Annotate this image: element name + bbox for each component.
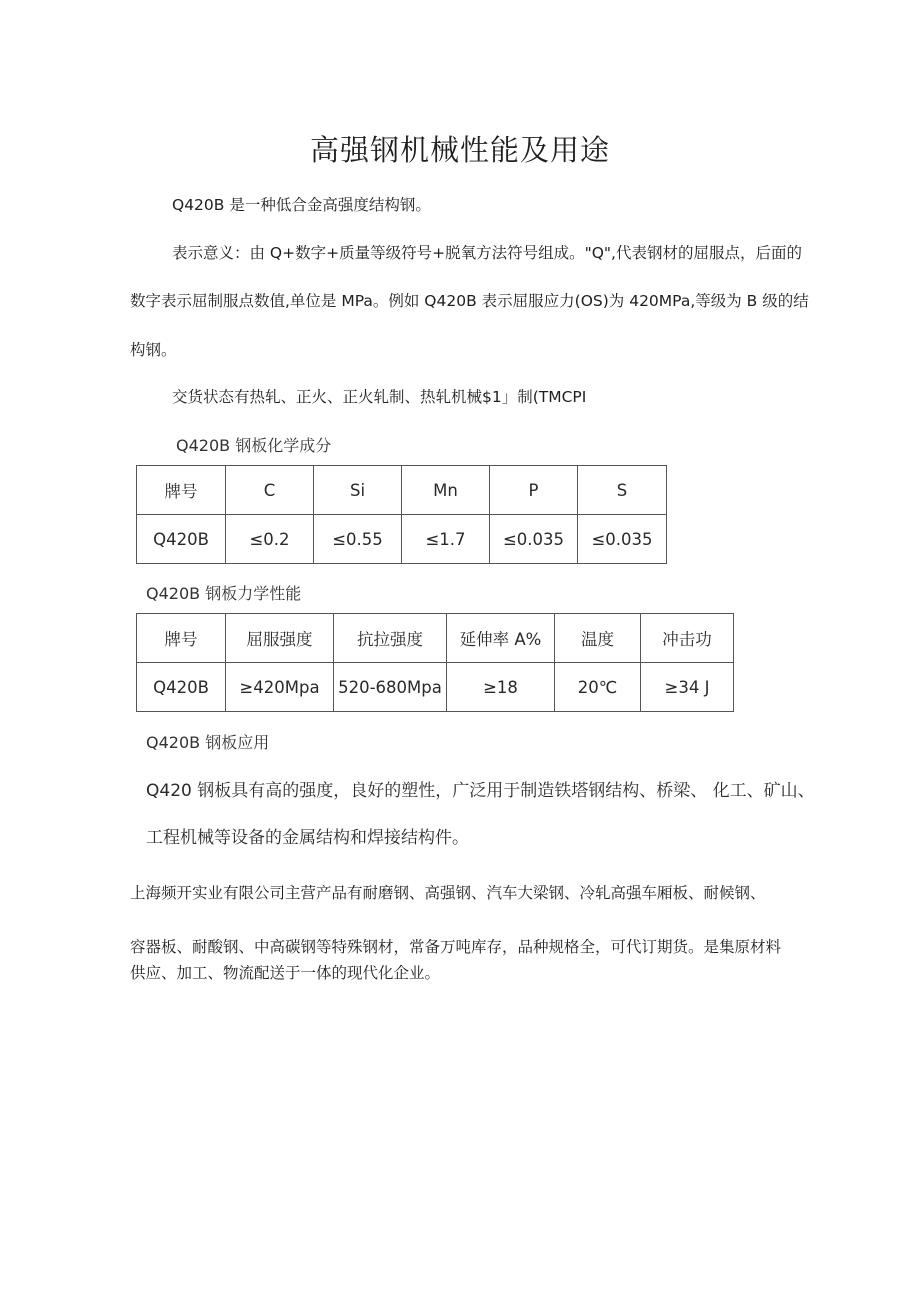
- table-header-cell: 牌号: [137, 614, 226, 663]
- application-line-1: Q420 钢板具有高的强度，良好的塑性，广泛用于制造铁塔钢结构、桥梁、 化工、矿山、: [146, 781, 815, 801]
- chem-table-caption: Q420B 钢板化学成分: [176, 436, 332, 455]
- table-cell: Q420B: [137, 663, 226, 712]
- table-cell: ≥18: [447, 663, 555, 712]
- table-row: [137, 515, 667, 564]
- page-title: 高强钢机械性能及用途: [309, 133, 610, 167]
- table-cell: ≤1.7: [402, 515, 490, 564]
- table-header-cell: 抗拉强度: [334, 614, 447, 663]
- table-header-cell: C: [226, 466, 314, 515]
- table-cell: Q420B: [137, 515, 226, 564]
- table-header-cell: Si: [314, 466, 402, 515]
- company-line-2: 容器板、耐酸钢、中高碳钢等特殊钢材，常备万吨库存，品种规格全，可代订期货。是集原材料: [130, 938, 782, 956]
- table-cell: ≥420Mpa: [226, 663, 334, 712]
- table-header-cell: 延伸率 A%: [447, 614, 555, 663]
- table-row: [137, 663, 734, 712]
- meaning-line-1: 表示意义：由 Q+数字+质量等级符号+脱氧方法符号组成。"Q",代表钢材的屈服点，后面的: [172, 244, 802, 262]
- table-header-row: [137, 466, 667, 515]
- table-header-cell: 牌号: [137, 466, 226, 515]
- chemical-composition-table: [136, 465, 667, 564]
- intro-paragraph: Q420B 是一种低合金高强度结构钢。: [172, 196, 431, 214]
- table-cell: ≤0.2: [226, 515, 314, 564]
- application-line-2: 工程机械等设备的金属结构和焊接结构件。: [146, 828, 469, 848]
- table-cell: ≥34 J: [641, 663, 734, 712]
- table-cell: ≤0.035: [490, 515, 578, 564]
- table-cell: 20℃: [555, 663, 641, 712]
- company-line-1: 上海频开实业有限公司主营产品有耐磨钢、高强钢、汽车大梁钢、冷轧高强车厢板、耐候钢、: [130, 884, 766, 902]
- meaning-line-3: 构钢。: [130, 341, 177, 359]
- table-header-cell: 屈服强度: [226, 614, 334, 663]
- table-header-cell: P: [490, 466, 578, 515]
- table-header-cell: Mn: [402, 466, 490, 515]
- mech-table-caption: Q420B 钢板力学性能: [146, 584, 302, 603]
- meaning-line-2: 数字表示屈制服点数值,单位是 MPa。例如 Q420B 表示屈服应力(OS)为 420MPa,等级为 B 级的结: [130, 292, 809, 310]
- table-cell: 520-680Mpa: [334, 663, 447, 712]
- table-cell: ≤0.035: [578, 515, 667, 564]
- delivery-paragraph: 交货状态有热轧、正火、正火轧制、热轧机械$1」制(TMCPI: [172, 388, 587, 406]
- table-header-cell: 冲击功: [641, 614, 734, 663]
- table-header-row: [137, 614, 734, 663]
- application-caption: Q420B 钢板应用: [146, 733, 270, 752]
- table-header-cell: S: [578, 466, 667, 515]
- mechanical-properties-table: [136, 613, 734, 712]
- company-line-3: 供应、加工、物流配送于一体的现代化企业。: [130, 964, 441, 982]
- table-header-cell: 温度: [555, 614, 641, 663]
- table-cell: ≤0.55: [314, 515, 402, 564]
